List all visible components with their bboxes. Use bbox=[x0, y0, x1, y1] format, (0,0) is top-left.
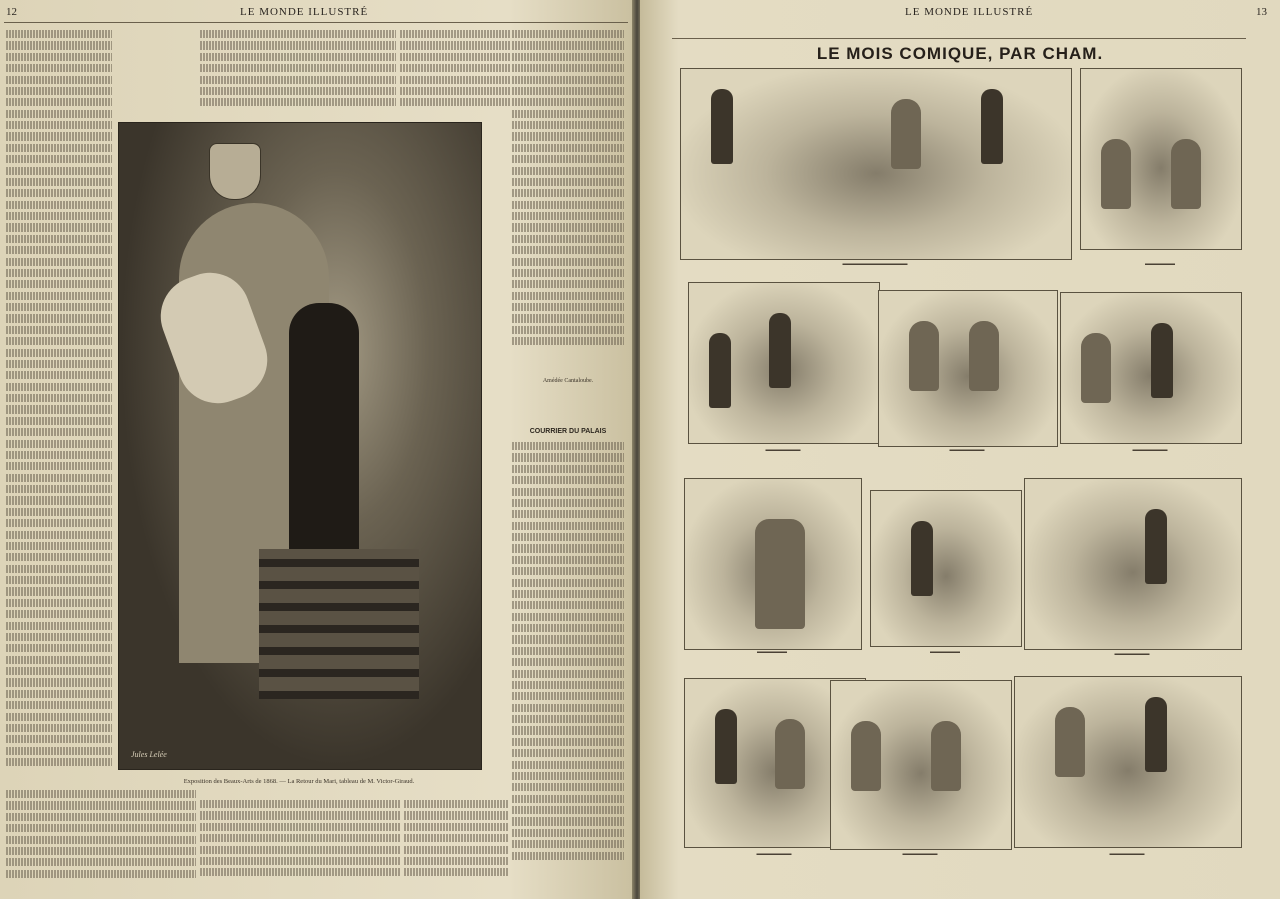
cartoon-caption-9: ▬▬▬▬▬▬▬ bbox=[756, 852, 792, 857]
section-heading: COURRIER DU PALAIS bbox=[529, 428, 607, 435]
cartoon-caption-2: ▬▬▬▬▬▬ bbox=[1145, 262, 1175, 267]
cartoon-panel-8 bbox=[1024, 478, 1242, 650]
left-folio: 12 bbox=[6, 6, 17, 18]
cartoon-panel-11 bbox=[1014, 676, 1242, 848]
engraving-signature: Jules Lelée bbox=[131, 750, 167, 759]
right-head-rule bbox=[672, 38, 1246, 39]
cartoon-panel-5 bbox=[1060, 292, 1242, 444]
cartoon-panel-7 bbox=[870, 490, 1022, 647]
left-head-rule bbox=[4, 22, 628, 23]
cartoon-panel-2 bbox=[1080, 68, 1242, 250]
left-text-column-2-top bbox=[200, 30, 396, 116]
engraving-caption: Exposition des Beaux-Arts de 1868. — La Retour du Mari, tableau de M. Victor-Giraud. bbox=[183, 778, 415, 785]
right-folio: 13 bbox=[1256, 6, 1267, 18]
hanging-lamp bbox=[209, 143, 261, 200]
cartoon-caption-3: ▬▬▬▬▬▬▬ bbox=[765, 448, 801, 453]
cartoon-panel-4 bbox=[878, 290, 1058, 447]
cartoon-caption-10: ▬▬▬▬▬▬▬ bbox=[902, 852, 938, 857]
cartoon-caption-5: ▬▬▬▬▬▬▬ bbox=[1132, 448, 1168, 453]
left-text-bottom-2 bbox=[200, 800, 400, 890]
left-text-column-1 bbox=[6, 30, 112, 782]
left-text-column-3-top bbox=[400, 30, 510, 116]
cartoon-caption-7: ▬▬▬▬▬▬ bbox=[930, 650, 960, 655]
man-figure bbox=[289, 303, 359, 573]
cartoon-caption-4: ▬▬▬▬▬▬▬ bbox=[949, 448, 985, 453]
staircase bbox=[259, 549, 419, 699]
page-title: LE MOIS COMIQUE, PAR CHAM. bbox=[816, 44, 1104, 63]
cartoon-caption-1: ▬▬▬▬▬▬▬▬▬▬▬▬▬ bbox=[842, 262, 908, 267]
engraving-illustration bbox=[118, 122, 482, 770]
author-signoff: Amédée Cantaloube. bbox=[542, 378, 594, 384]
cartoon-caption-11: ▬▬▬▬▬▬▬ bbox=[1109, 852, 1145, 857]
left-text-bottom-1 bbox=[6, 790, 196, 890]
cartoon-panel-6 bbox=[684, 478, 862, 650]
cartoon-panel-3 bbox=[688, 282, 880, 444]
left-running-head: LE MONDE ILLUSTRÉ bbox=[240, 6, 369, 18]
right-running-head: LE MONDE ILLUSTRÉ bbox=[905, 6, 1034, 18]
cartoon-panel-1 bbox=[680, 68, 1072, 260]
cartoon-caption-8: ▬▬▬▬▬▬▬ bbox=[1114, 652, 1150, 657]
left-text-bottom-3 bbox=[404, 800, 508, 890]
left-text-column-4-bottom bbox=[512, 442, 624, 892]
cartoon-caption-6: ▬▬▬▬▬▬ bbox=[757, 650, 787, 655]
cartoon-panel-10 bbox=[830, 680, 1012, 850]
left-text-column-4-top bbox=[512, 30, 624, 370]
